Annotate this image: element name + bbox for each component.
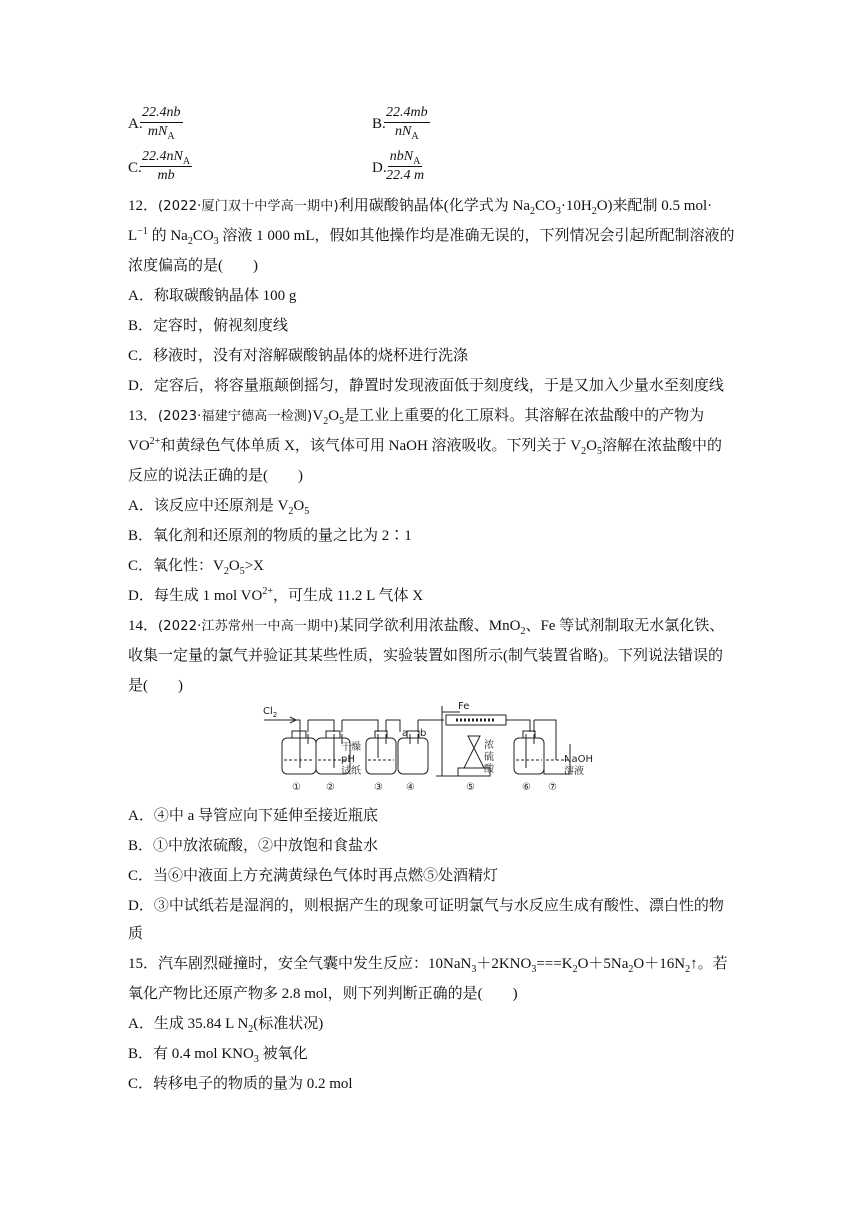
q14-option-a: A．④中 a 导管应向下延伸至接近瓶底 [128,808,378,824]
q14-stem-line-3: 是( ) [128,678,183,694]
fraction: 22.4mb $nN_A$ [386,105,428,142]
bottle-3 [366,738,396,774]
apparatus-figure [260,698,600,794]
acid-label-2: 硫 [484,752,494,763]
naoh-label-2: 溶液 [564,766,584,777]
num-5: ⑤ [466,782,475,793]
num-4: ④ [406,782,415,793]
ph-label-2: pH [341,754,355,765]
q14-stem-line-1: 14．(2022·江苏常州一中高一期中)某同学欲利用浓盐酸、MnO$_2$、Fe 等试剂制取无水氯化铁、 [128,618,725,637]
q13-option-d: D．每生成 1 mol $VO^{2+}$，可生成 11.2 L 气体 X [128,586,424,604]
q12-option-d: D．定容后，将容量瓶颠倒摇匀，静置时发现液面低于刻度线，于是又加入少量水至刻度线 [128,378,724,394]
q15-option-a: A．生成 35.84 L $N_2$(标准状况) [128,1016,324,1035]
q15-stem-line-2: 氧化产物比还原产物多 2.8 mol，则下列判断正确的是( ) [128,986,518,1002]
num-2: ② [326,782,335,793]
bottle-6 [514,738,544,774]
option-label: D. [372,160,387,176]
q14-option-b: B．①中放浓硫酸，②中放饱和食盐水 [128,838,379,854]
label-b: b [420,728,427,739]
fraction: nbN$_A$ 22.4 m [386,149,425,183]
q15-stem-line-1: 15．汽车剧烈碰撞时，安全气囊中发生反应：$10NaN_3+2KNO_3===K_2O+5Na_2O+16N_2↑$。若 [128,956,728,975]
option-label: C. [128,160,142,176]
q13-option-b: B．氧化剂和还原剂的物质的量之比为 2∶1 [128,528,412,544]
q12-option-c: C．移液时，没有对溶解碳酸钠晶体的烧杯进行洗涤 [128,348,469,364]
num-3: ③ [374,782,383,793]
q14-option-d-line-1: D．③中试纸若是湿润的，则根据产生的现象可证明氯气与水反应生成有酸性、漂白性的物 [128,898,724,914]
num-1: ① [292,782,301,793]
option-label: A. [128,116,143,132]
fraction: 22.4nb $mN_A$ [142,105,181,142]
q12-option-b: B．定容时，俯视刻度线 [128,318,289,334]
q15-option-c: C．转移电子的物质的量为 0.2 mol [128,1076,353,1092]
q13-option-c: C．氧化性：$V_2O_5>X$ [128,558,264,577]
q15-option-b: B．有 0.4 mol $KNO_3$ 被氧化 [128,1046,308,1065]
label-a: a [402,728,409,739]
q14-option-d-line-2: 质 [128,926,144,942]
naoh-label-1: NaOH [564,754,593,765]
q13-stem-line-3: 反应的说法正确的是( ) [128,468,303,484]
option-label: B. [372,116,386,132]
q13-stem-line-1: 13．(2023·福建宁德高一检测)$V_2O_5$是工业上重要的化工原料。其溶解在浓盐酸中的产物为 [128,408,705,427]
q14-stem-line-2: 收集一定量的氯气并验证其某些性质，实验装置如图所示(制气装置省略)。下列说法错误的 [128,648,723,664]
label-fe: Fe [458,701,470,712]
q12-option-a: A．称取碳酸钠晶体 100 g [128,288,297,304]
q14-option-c: C．当⑥中液面上方充满黄绿色气体时再点燃⑤处酒精灯 [128,868,499,884]
bottle-4 [398,738,428,774]
num-7: ⑦ [548,782,557,793]
bottle-1 [282,738,316,774]
q13-option-a: A．该反应中还原剂是 $V_2O_5$ [128,498,310,517]
ph-label-1: 干燥 [341,742,361,753]
acid-label-3: 酸 [484,764,494,775]
ph-label-3: 试纸 [341,766,361,777]
inlet-label: $Cl_2$ [263,706,278,719]
fraction: $22.4nN_A$ mb [142,149,191,183]
acid-label-1: 浓 [484,740,494,751]
q12-stem-line-2: $L^{-1}$ 的 $Na_2CO_3$ 溶液 1 000 mL，假如其他操作均是准确无误的，下列情况会引起所配制溶液的 [128,226,735,247]
num-6: ⑥ [522,782,531,793]
q12-stem-line-1: 12．(2022·厦门双十中学高一期中)利用碳酸钠晶体(化学式为 $Na_2CO_3\cdot 10H_2O$)来配制 0.5 mol· [128,198,713,217]
q13-stem-line-2: $VO^{2+}$和黄绿色气体单质 X，该气体可用 NaOH 溶液吸收。下列关于 $V_2O_5$溶解在浓盐酸中的 [128,436,722,457]
q12-stem-line-3: 浓度偏高的是( ) [128,258,258,274]
